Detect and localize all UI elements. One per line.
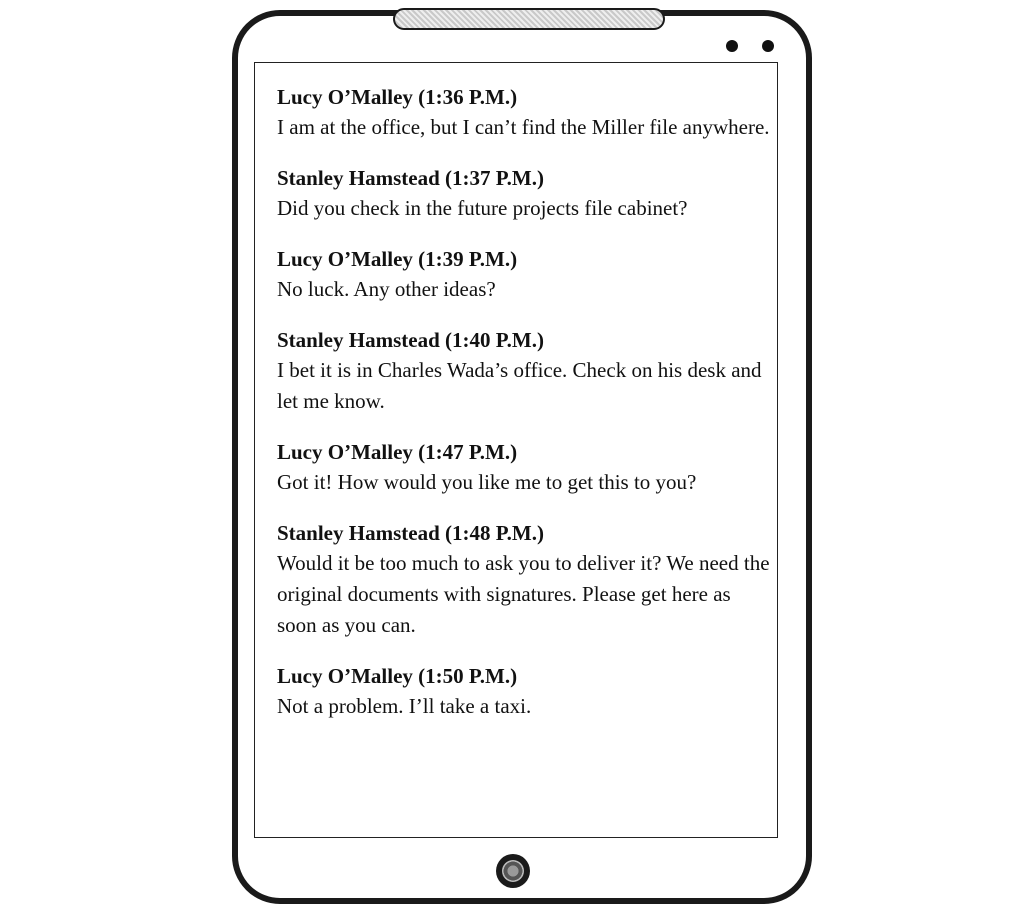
message-sender: Stanley Hamstead (1:37 P.M.) [277,166,544,190]
message-item [277,326,777,417]
message-text: I am at the office, but I can’t find the Miller file anywhere. [277,115,770,139]
message-item [277,83,777,143]
message-sender: Lucy O’Malley (1:39 P.M.) [277,247,518,271]
chat-screen[interactable] [254,62,778,838]
message-text: Got it! How would you like me to get this to you? [277,470,697,494]
speaker-grille-icon [393,8,665,30]
home-button[interactable] [496,854,530,888]
message-sender: Stanley Hamstead (1:40 P.M.) [277,328,544,352]
sensor-dot-icon [762,40,774,52]
message-text: No luck. Any other ideas? [277,277,496,301]
message-item [277,245,777,305]
message-sender: Lucy O’Malley (1:50 P.M.) [277,664,518,688]
front-camera-icon [726,40,738,52]
message-text: Did you check in the future projects file cabinet? [277,196,688,220]
home-button-icon [502,860,524,882]
message-text: I bet it is in Charles Wada’s office. Check on his desk and let me know. [277,358,762,413]
message-text: Not a problem. I’ll take a taxi. [277,694,532,718]
message-sender: Lucy O’Malley (1:36 P.M.) [277,85,518,109]
message-sender: Lucy O’Malley (1:47 P.M.) [277,440,518,464]
message-text: Would it be too much to ask you to deliver it? We need the original documents with signatures. Please get here as soon as you can. [277,551,770,637]
message-sender: Stanley Hamstead (1:48 P.M.) [277,521,544,545]
phone-frame [232,10,812,904]
message-item [277,164,777,224]
message-item [277,519,777,641]
message-item [277,438,777,498]
message-item [277,662,777,722]
